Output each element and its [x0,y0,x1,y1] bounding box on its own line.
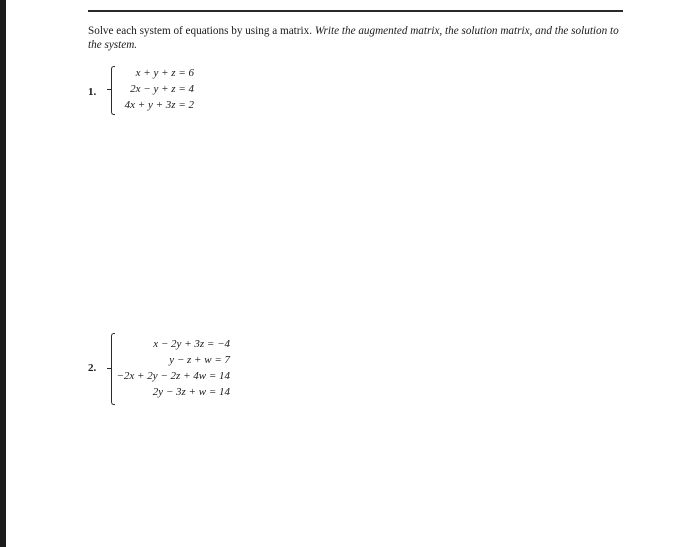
problem-1-equation-1: x + y + z = 6 [135,67,194,79]
problem-2-equation-1: x − 2y + 3z = −4 [153,338,230,350]
problem-2-equation-2: y − z + w = 7 [169,354,230,366]
problem-1-number: 1. [88,86,97,98]
problem-1-equations [116,65,194,113]
problem-2-equation-4: 2y − 3z + w = 14 [152,386,230,398]
problem-1-brace-tip [107,89,111,90]
problem-1-equation-2: 2x − y + z = 4 [130,83,194,95]
instructions-italic: Write the augmented matrix, the solution matrix, and the solution to the system. [88,25,619,51]
instructions [88,24,628,52]
problem-2-brace-tip [107,368,111,369]
page-edge-bar [0,0,6,547]
problem-2-brace [111,333,115,405]
problem-1-equation-3: 4x + y + 3z = 2 [124,99,194,111]
instructions-plain: Solve each system of equations by using a matrix. [88,25,315,37]
problem-2-equations [116,336,230,400]
problem-2-number: 2. [88,362,97,374]
problem-1-brace [111,66,115,115]
top-rule [88,10,623,12]
problem-2-equation-3: −2x + 2y − 2z + 4w = 14 [116,370,230,382]
